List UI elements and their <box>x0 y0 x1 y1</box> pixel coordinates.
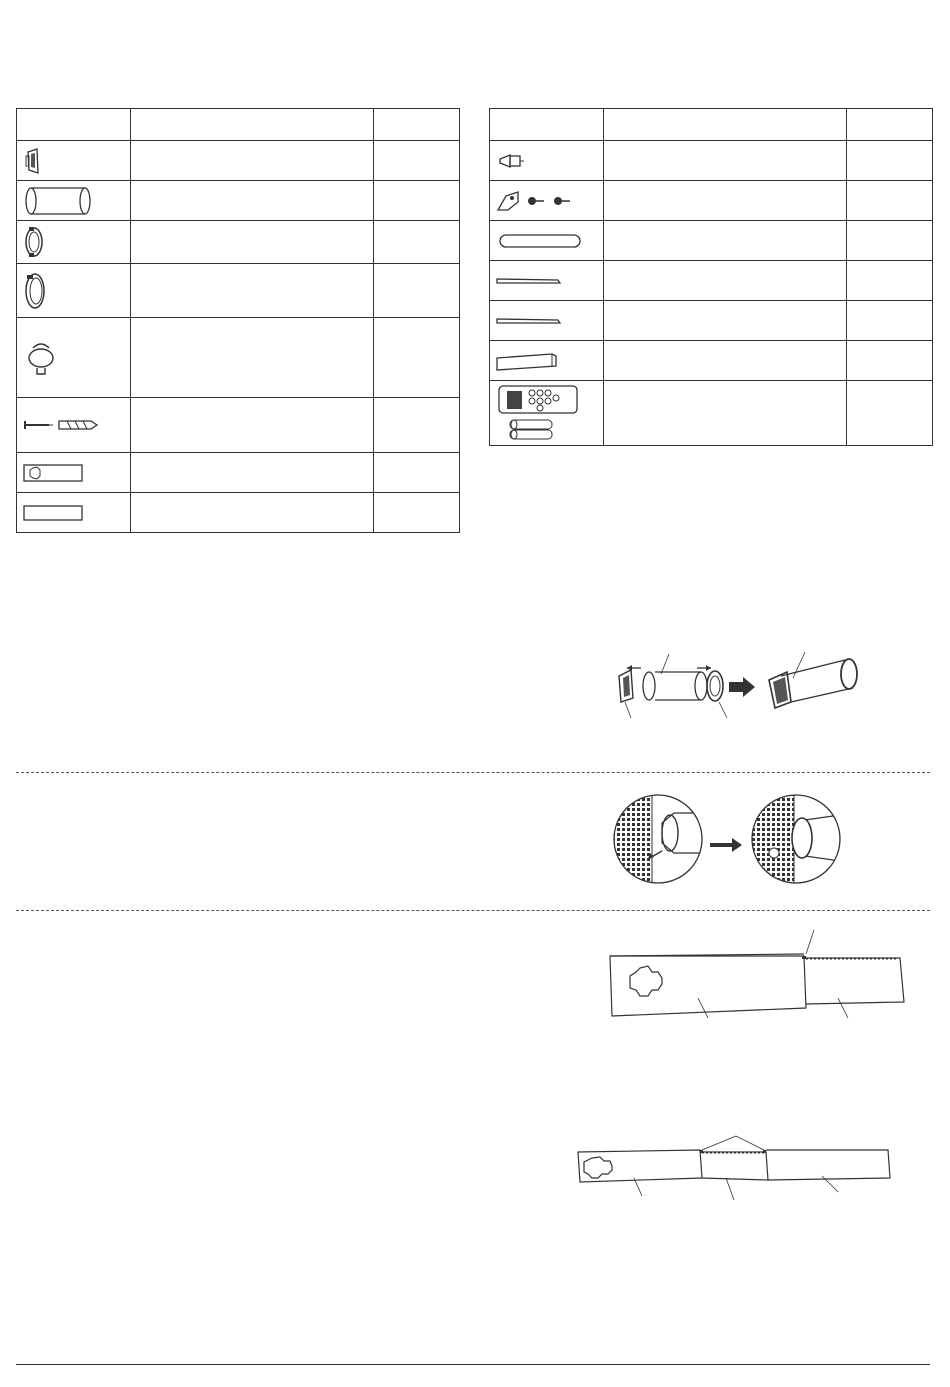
table-row <box>490 181 933 221</box>
table-row <box>17 221 460 264</box>
table-header-row <box>17 109 460 141</box>
table-row <box>17 453 460 493</box>
foam-block-icon <box>490 350 603 372</box>
section-divider <box>16 772 930 773</box>
extended-window-slider-figure <box>574 1130 894 1206</box>
parts-table-left <box>16 108 460 533</box>
table-row <box>490 381 933 446</box>
table-row <box>490 141 933 181</box>
remote-control-and-batteries-icon <box>490 384 603 442</box>
table-row <box>17 398 460 453</box>
window-slider-figure <box>600 926 910 1022</box>
screw-and-anchor-icon <box>17 415 130 435</box>
bracket-and-screws-icon <box>490 188 603 214</box>
table-row <box>490 221 933 261</box>
slider-panel-with-hole-icon <box>17 463 130 483</box>
slider-panel-icon <box>17 503 130 523</box>
footer-rule <box>16 1364 930 1365</box>
table-row <box>490 341 933 381</box>
seal-strip-long-icon <box>490 275 603 287</box>
foam-strip-icon <box>490 232 603 250</box>
exhaust-hose-icon <box>17 185 130 217</box>
table-row <box>490 261 933 301</box>
seal-strip-short-icon <box>490 315 603 327</box>
bolt-icon <box>490 149 603 173</box>
section-divider <box>16 910 930 911</box>
table-row <box>17 181 460 221</box>
table-row <box>17 318 460 398</box>
wall-adapter-ring-icon <box>17 271 130 311</box>
table-row <box>17 264 460 318</box>
hose-assembly-figure <box>605 640 870 720</box>
drain-connector-icon <box>17 338 130 378</box>
hose-to-unit-connection-figure <box>612 793 844 888</box>
hose-connector-icon <box>17 225 130 259</box>
table-row <box>17 493 460 533</box>
window-adapter-icon <box>17 146 130 176</box>
parts-table-right <box>489 108 933 446</box>
table-row <box>490 301 933 341</box>
table-row <box>17 141 460 181</box>
table-header-row <box>490 109 933 141</box>
